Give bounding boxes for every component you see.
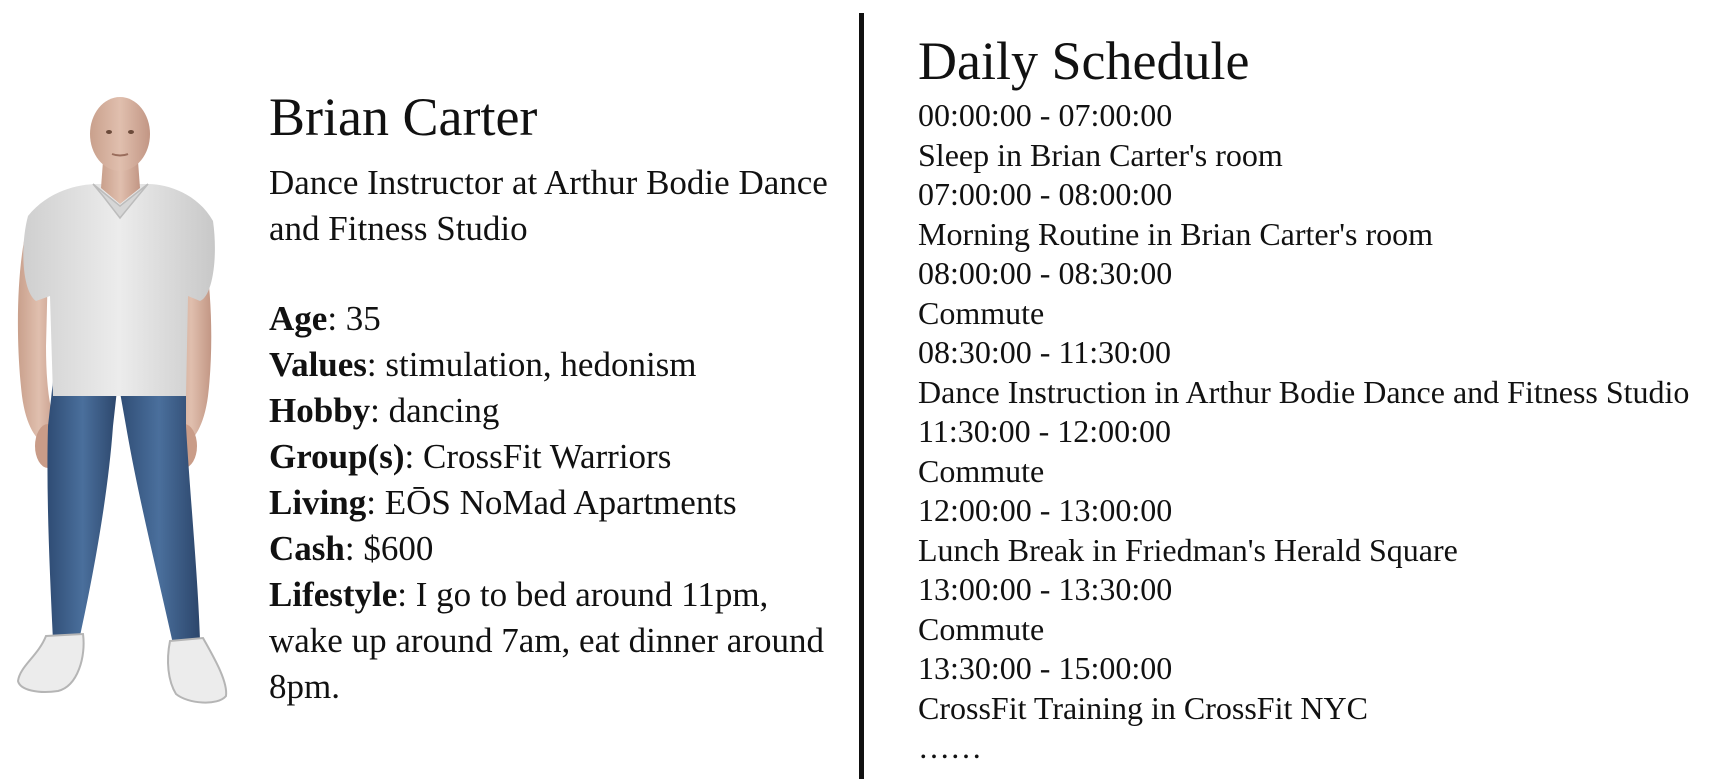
schedule-time: 11:30:00 - 12:00:00 [918,413,1172,449]
schedule-time: 00:00:00 - 07:00:00 [918,97,1173,133]
profile-name: Brian Carter [269,87,538,147]
schedule-entry [918,96,1718,175]
schedule-time: 13:30:00 - 15:00:00 [918,650,1173,686]
attr-label: Values [269,345,367,384]
schedule-entry [918,491,1718,570]
profile-panel [269,86,829,710]
attr-value: 35 [345,299,381,338]
person-avatar-icon [8,96,233,721]
schedule-time: 08:30:00 - 11:30:00 [918,334,1172,370]
attr-cash: Cash: $600 [269,529,434,568]
schedule-activity: Dance Instruction in Arthur Bodie Dance and Fitness Studio [918,373,1690,410]
schedule-activity: Commute [918,452,1045,489]
attr-value: EŌS NoMad Apartments [384,483,737,522]
schedule-time: 12:00:00 - 13:00:00 [918,492,1173,528]
schedule-entry [918,175,1718,254]
profile-occupation: Dance Instructor at Arthur Bodie Dance and Fitness Studio [269,163,828,248]
schedule-entry [918,333,1718,412]
schedule-time: 13:00:00 - 13:30:00 [918,571,1173,607]
attr-lifestyle: Lifestyle: I go to bed around 11pm, wake up around 7am, eat dinner around 8pm. [269,575,824,706]
attr-value: dancing [388,391,500,430]
schedule-activity: Morning Routine in Brian Carter's room [918,215,1434,252]
attr-label: Lifestyle [269,575,398,614]
schedule-ellipsis: …… [918,729,982,765]
schedule-entry [918,570,1718,649]
attr-groups: Group(s): CrossFit Warriors [269,437,672,476]
attr-value: stimulation, hedonism [385,345,697,384]
schedule-activity: Lunch Break in Friedman's Herald Square [918,531,1458,568]
attr-value: CrossFit Warriors [422,437,672,476]
attr-label: Hobby [269,391,371,430]
attr-age: Age: 35 [269,299,381,338]
schedule-entry [918,412,1718,491]
attr-values: Values: stimulation, hedonism [269,345,697,384]
attr-living: Living: EŌS NoMad Apartments [269,483,737,522]
attr-value: $600 [363,529,434,568]
attr-label: Age [269,299,328,338]
vertical-divider [859,13,864,779]
schedule-entry [918,254,1718,333]
profile-attributes [269,296,829,710]
schedule-activity: Commute [918,294,1045,331]
schedule-title: Daily Schedule [918,31,1250,91]
schedule-entry [918,649,1718,728]
attr-hobby: Hobby: dancing [269,391,500,430]
attr-label: Cash [269,529,345,568]
schedule-time: 08:00:00 - 08:30:00 [918,255,1173,291]
attr-value: I go to bed around 11pm, wake up around 7am, eat dinner around 8pm. [269,575,824,706]
schedule-panel [918,30,1718,768]
attr-label: Group(s) [269,437,405,476]
schedule-time: 07:00:00 - 08:00:00 [918,176,1173,212]
attr-label: Living [269,483,367,522]
schedule-activity: CrossFit Training in CrossFit NYC [918,689,1368,726]
schedule-activity: Sleep in Brian Carter's room [918,136,1283,173]
schedule-activity: Commute [918,610,1045,647]
